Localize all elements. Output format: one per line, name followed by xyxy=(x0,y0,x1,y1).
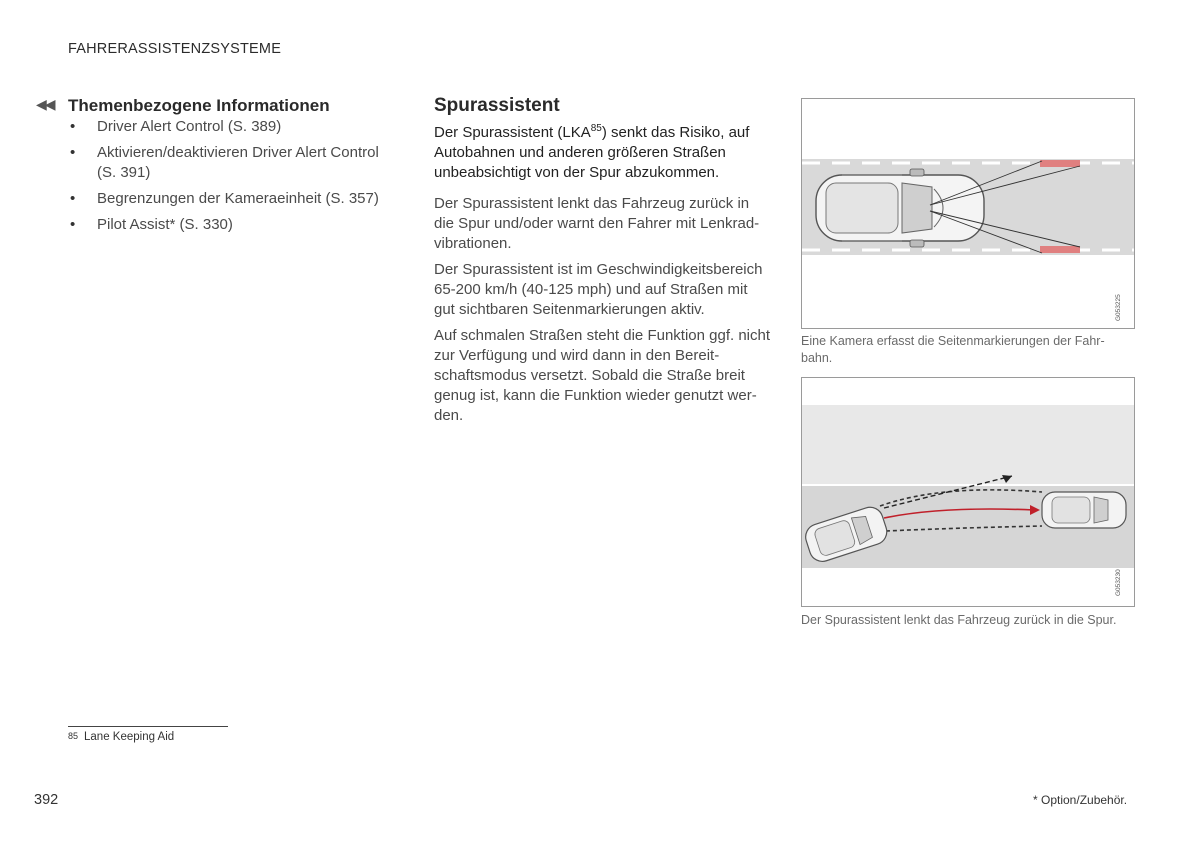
running-head: FAHRERASSISTENZSYSTEME xyxy=(68,41,282,57)
intro-paragraph xyxy=(434,123,770,183)
figure-lane-assist-steering xyxy=(801,377,1135,607)
bullet: • xyxy=(70,144,76,161)
figure-camera-lane-detection xyxy=(801,98,1135,329)
related-info-list xyxy=(68,117,398,241)
related-link-text[interactable]: Begrenzungen der Kameraeinheit (S. 357) xyxy=(97,190,379,207)
bullet: • xyxy=(70,190,76,207)
footnote-divider xyxy=(68,726,228,727)
double-chevron-left-icon[interactable]: ◀◀ xyxy=(36,96,54,112)
intro-text: Der Spurassistent (LKA xyxy=(434,124,591,141)
body-paragraph: Auf schmalen Straßen steht die Funktion ggf. nicht zur Verfügung und wird dann in den Bereit-schaftsmodus versetzt. Sobald die Straße breit genug ist, kann die Funktion wieder genutzt wer-den. xyxy=(434,327,771,424)
related-link-text[interactable]: Driver Alert Control (S. 389) xyxy=(97,118,282,135)
figure-caption: Der Spurassistent lenkt das Fahrzeug zurück in die Spur. xyxy=(801,613,1117,627)
camera-illustration xyxy=(802,99,1134,328)
section-title: Spurassistent xyxy=(434,95,560,116)
car-top-view xyxy=(816,169,984,247)
figure-code: G053225 xyxy=(1115,294,1122,321)
page-number: 392 xyxy=(34,792,59,808)
related-info-title: Themenbezogene Informationen xyxy=(68,96,330,115)
footnote-text: Lane Keeping Aid xyxy=(84,731,175,743)
related-link-item[interactable] xyxy=(68,117,398,137)
footnote-number: 85 xyxy=(68,731,79,741)
figure-caption: Eine Kamera erfasst die Seitenmarkierungen der Fahr-bahn. xyxy=(801,334,1105,365)
related-link-item[interactable] xyxy=(68,189,398,209)
related-link-text[interactable]: Aktivieren/deaktivieren Driver Alert Control (S. 391) xyxy=(97,144,379,181)
related-link-text[interactable]: Pilot Assist* (S. 330) xyxy=(97,216,233,233)
intro-text: ) senkt das Risiko, auf Autobahnen und anderen größeren Straßen unbeabsichtigt von der Spur abzukommen. xyxy=(434,124,750,181)
footnote xyxy=(68,731,174,743)
lane-marker-highlight xyxy=(1040,160,1080,167)
related-link-item[interactable] xyxy=(68,143,398,183)
steering-illustration xyxy=(802,378,1134,606)
option-note: * Option/Zubehör. xyxy=(1033,793,1128,807)
lane-marker-highlight xyxy=(1040,246,1080,253)
footnote-ref[interactable]: 85 xyxy=(590,123,602,134)
bullet: • xyxy=(70,216,76,233)
body-paragraph: Der Spurassistent ist im Geschwindigkeitsbereich 65-200 km/h (40-125 mph) und auf Straßen mit gut sichtbaren Seitenmarkierungen aktiv. xyxy=(434,261,763,318)
related-link-item[interactable] xyxy=(68,215,398,235)
car-in-lane xyxy=(1042,492,1126,528)
bullet: • xyxy=(70,118,76,135)
figure-code: G053230 xyxy=(1115,569,1122,596)
body-paragraph: Der Spurassistent lenkt das Fahrzeug zurück in die Spur und/oder warnt den Fahrer mit Lenkrad-vibrationen. xyxy=(434,195,760,252)
